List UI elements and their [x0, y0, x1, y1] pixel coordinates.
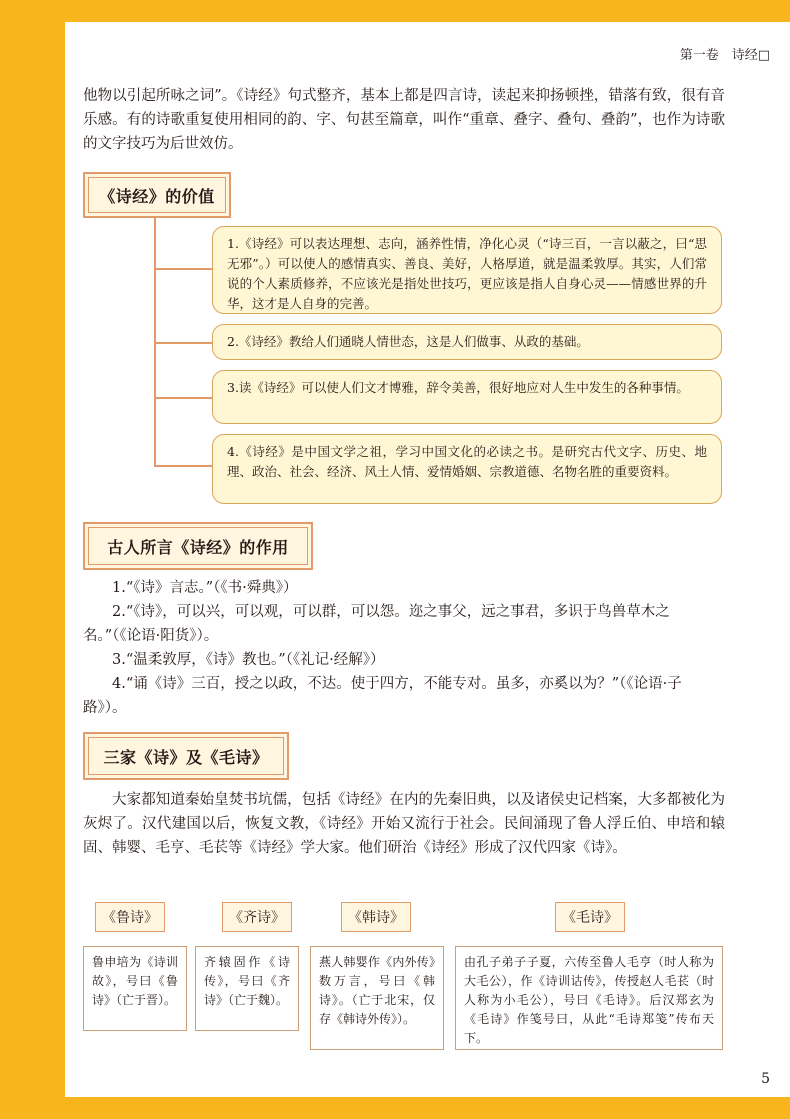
page-number: 5: [761, 1071, 770, 1087]
section-title-value: 《诗经》的价值: [88, 177, 226, 213]
school-desc-lu: 鲁申培为《诗训故》，号曰《鲁诗》（亡于晋）。: [83, 946, 187, 1031]
section-title-box-value: [83, 172, 231, 218]
ancients-quote: 2.“《诗》，可以兴，可以观，可以群，可以怨。迩之事父，远之事君，多识于鸟兽草木之名。”（《论语·阳货》）。: [83, 604, 670, 644]
school-desc-qi: 齐辕固作《诗传》，号曰《齐诗》（亡于魏）。: [195, 946, 299, 1031]
section-title-ancients: 古人所言《诗经》的作用: [88, 527, 308, 565]
school-desc-mao: 由孔子弟子子夏，六传至鲁人毛亨（时人称为大毛公），作《诗训诂传》，传授赵人毛苌（时人称为小毛公），号曰《毛诗》。后汉郑玄为《毛诗》作笺号曰，从此“毛诗郑笺”传布天下。: [455, 946, 723, 1050]
section-title-schools: 三家《诗》及《毛诗》: [88, 737, 284, 775]
intro-paragraph: 他物以引起所咏之词”。《诗经》句式整齐，基本上都是四言诗，读起来抑扬顿挫，错落有致，很有音乐感。有的诗歌重复使用相同的韵、字、句甚至篇章，叫作“重章、叠字、叠句、叠韵”，也作为诗歌的文字技巧为后世效仿。: [83, 88, 725, 152]
value-item-3: 3.读《诗经》可以使人们文才博雅，辞令美善，很好地应对人生中发生的各种事情。: [212, 370, 722, 424]
section-title-box-schools: [83, 732, 289, 780]
value-item-4: 4.《诗经》是中国文学之祖，学习中国文化的必读之书。是研究古代文字、历史、地理、政治、社会、经济、风土人情、爱情婚姻、宗教道德、名物名胜的重要资料。: [212, 434, 722, 504]
tree-trunk-line: [154, 216, 156, 466]
school-name-han: 《韩诗》: [341, 902, 411, 932]
tree-branch-line-2: [154, 342, 212, 344]
schools-paragraph: 大家都知道秦始皇焚书坑儒，包括《诗经》在内的先秦旧典，以及诸侯史记档案，大多都被化为灰烬了。汉代建国以后，恢复文教，《诗经》开始又流行于社会。民间涌现了鲁人浮丘伯、申培和辕固、韩婴、毛亨、毛苌等《诗经》学大家。他们研治《诗经》形成了汉代四家《诗》。: [83, 792, 725, 856]
ancients-quote: 1.“《诗》言志。”（《书·舜典》）: [112, 580, 298, 596]
tree-branch-line-3: [154, 397, 212, 399]
school-name-lu: 《鲁诗》: [95, 902, 165, 932]
value-item-2: 2.《诗经》教给人们通晓人情世态，这是人们做事、从政的基础。: [212, 324, 722, 360]
value-item-1: 1.《诗经》可以表达理想、志向，涵养性情，净化心灵（“诗三百，一言以蔽之，曰“思无邪”。）可以使人的感情真实、善良、美好，人格厚道，就是温柔敦厚。其实，人们常说的个人素质修养，不应该光是指处世技巧，更应该是指人自身心灵——情感世界的升华，这才是人自身的完善。: [212, 226, 722, 314]
section-title-box-ancients: [83, 522, 313, 570]
school-name-mao: 《毛诗》: [555, 902, 625, 932]
ancients-quote: 3.“温柔敦厚，《诗》教也。”（《礼记·经解》）: [112, 652, 385, 668]
book-page: [65, 22, 790, 1097]
school-name-qi: 《齐诗》: [222, 902, 292, 932]
ancients-quote: 4.“诵《诗》三百，授之以政，不达。使于四方，不能专对。虽多，亦奚以为？”（《论语·子路》）。: [83, 676, 682, 716]
tree-branch-line-1: [154, 268, 212, 270]
running-head: 第一卷 诗经□: [679, 48, 770, 63]
tree-branch-line-4: [154, 465, 212, 467]
school-desc-han: 燕人韩婴作《内外传》数万言，号曰《韩诗》。（亡于北宋，仅存《韩诗外传》）。: [310, 946, 444, 1050]
ancients-quote-list: [83, 576, 725, 720]
